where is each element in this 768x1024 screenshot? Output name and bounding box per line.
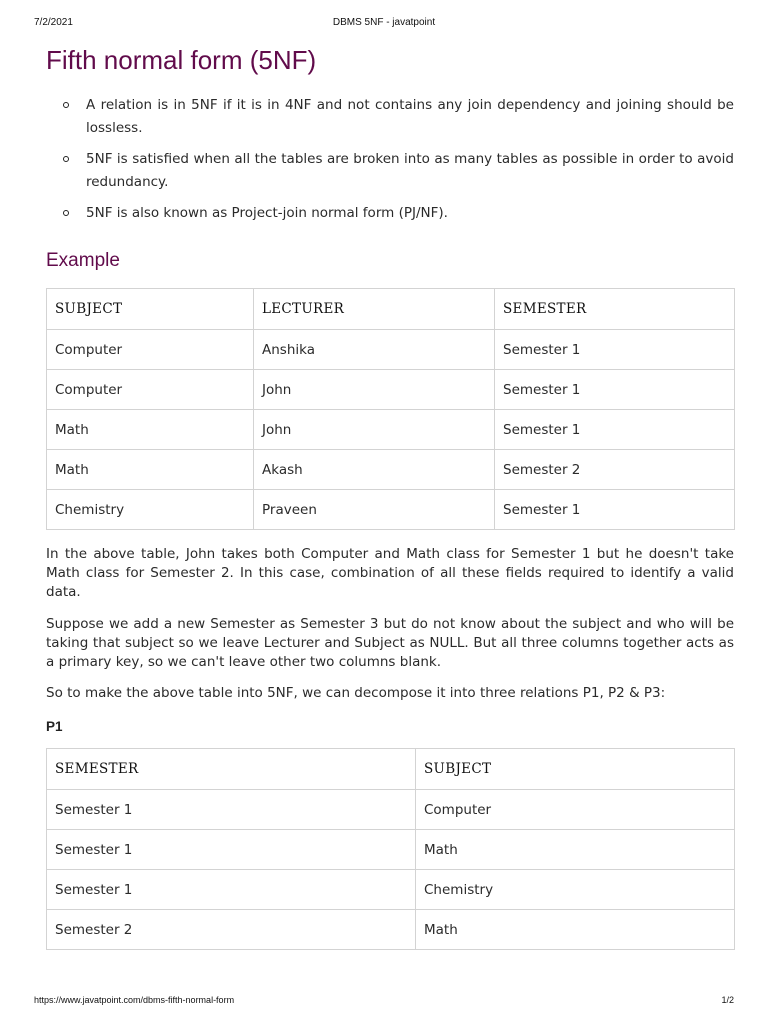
table-cell: Semester 1 <box>495 330 735 370</box>
column-header-lecturer: LECTURER <box>254 289 495 330</box>
table-header-row <box>47 289 735 330</box>
circle-bullet-icon <box>63 156 69 162</box>
table-cell: Math <box>416 910 735 950</box>
table-cell: Math <box>47 450 254 490</box>
table-cell: Anshika <box>254 330 495 370</box>
table-cell: John <box>254 370 495 410</box>
print-header <box>34 17 734 31</box>
circle-bullet-icon <box>63 210 69 216</box>
table-row <box>47 410 735 450</box>
table-row <box>47 830 735 870</box>
table-cell: Semester 1 <box>47 790 416 830</box>
table-cell: Math <box>416 830 735 870</box>
list-item-text: 5NF is also known as Project-join normal form (PJ/NF). <box>86 205 448 221</box>
table-cell: Semester 1 <box>495 490 735 530</box>
print-footer <box>34 995 734 1009</box>
article-content <box>46 40 734 950</box>
table-cell: Praveen <box>254 490 495 530</box>
table-header-row <box>47 749 735 790</box>
column-header-subject: SUBJECT <box>416 749 735 790</box>
page-url-link[interactable]: https://www.javatpoint.com/dbms-fifth-normal-form <box>34 995 235 1005</box>
bullet-list <box>46 94 734 225</box>
column-header-subject: SUBJECT <box>47 289 254 330</box>
table-cell: Semester 2 <box>495 450 735 490</box>
list-item-text: 5NF is satisfied when all the tables are broken into as many tables as possible in order to avoid redundancy. <box>86 151 734 190</box>
table-cell: Computer <box>47 330 254 370</box>
table-cell: Semester 1 <box>47 870 416 910</box>
table-cell: John <box>254 410 495 450</box>
table-row <box>47 910 735 950</box>
print-date: 7/2/2021 <box>34 17 73 28</box>
table-cell: Computer <box>47 370 254 410</box>
table-row <box>47 490 735 530</box>
table-cell: Math <box>47 410 254 450</box>
table-cell: Chemistry <box>416 870 735 910</box>
page-number: 1/2 <box>721 995 734 1005</box>
example-table <box>46 288 735 530</box>
column-header-semester: SEMESTER <box>47 749 416 790</box>
circle-bullet-icon <box>63 102 69 108</box>
list-item <box>46 148 734 194</box>
relation-label-p1: P1 <box>46 719 63 734</box>
table-cell: Akash <box>254 450 495 490</box>
table-row <box>47 370 735 410</box>
column-header-semester: SEMESTER <box>495 289 735 330</box>
list-item <box>46 202 734 225</box>
print-page-title: DBMS 5NF - javatpoint <box>332 17 436 28</box>
table-row <box>47 450 735 490</box>
table-cell: Semester 1 <box>495 370 735 410</box>
table-cell: Chemistry <box>47 490 254 530</box>
example-heading: Example <box>46 250 120 271</box>
table-cell: Semester 1 <box>495 410 735 450</box>
table-row <box>47 790 735 830</box>
page-title: Fifth normal form (5NF) <box>46 45 317 75</box>
paragraph-decompose: So to make the above table into 5NF, we can decompose it into three relations P1, P2 & P3: <box>46 685 666 701</box>
table-cell: Computer <box>416 790 735 830</box>
p1-table <box>46 748 735 950</box>
paragraph-explanation: In the above table, John takes both Computer and Math class for Semester 1 but he doesn't take Math class for Semester 2. In this case, combination of all these fields required to identify a valid data. <box>46 546 734 600</box>
paragraph-null-issue: Suppose we add a new Semester as Semester 3 but do not know about the subject and who will be taking that subject so we leave Lecturer and Subject as NULL. But all three columns together acts as a primary key, so we can't leave other two columns blank. <box>46 616 734 670</box>
table-row <box>47 870 735 910</box>
table-cell: Semester 2 <box>47 910 416 950</box>
list-item <box>46 94 734 140</box>
table-row <box>47 330 735 370</box>
list-item-text: A relation is in 5NF if it is in 4NF and not contains any join dependency and joining should be lossless. <box>86 97 734 136</box>
table-cell: Semester 1 <box>47 830 416 870</box>
